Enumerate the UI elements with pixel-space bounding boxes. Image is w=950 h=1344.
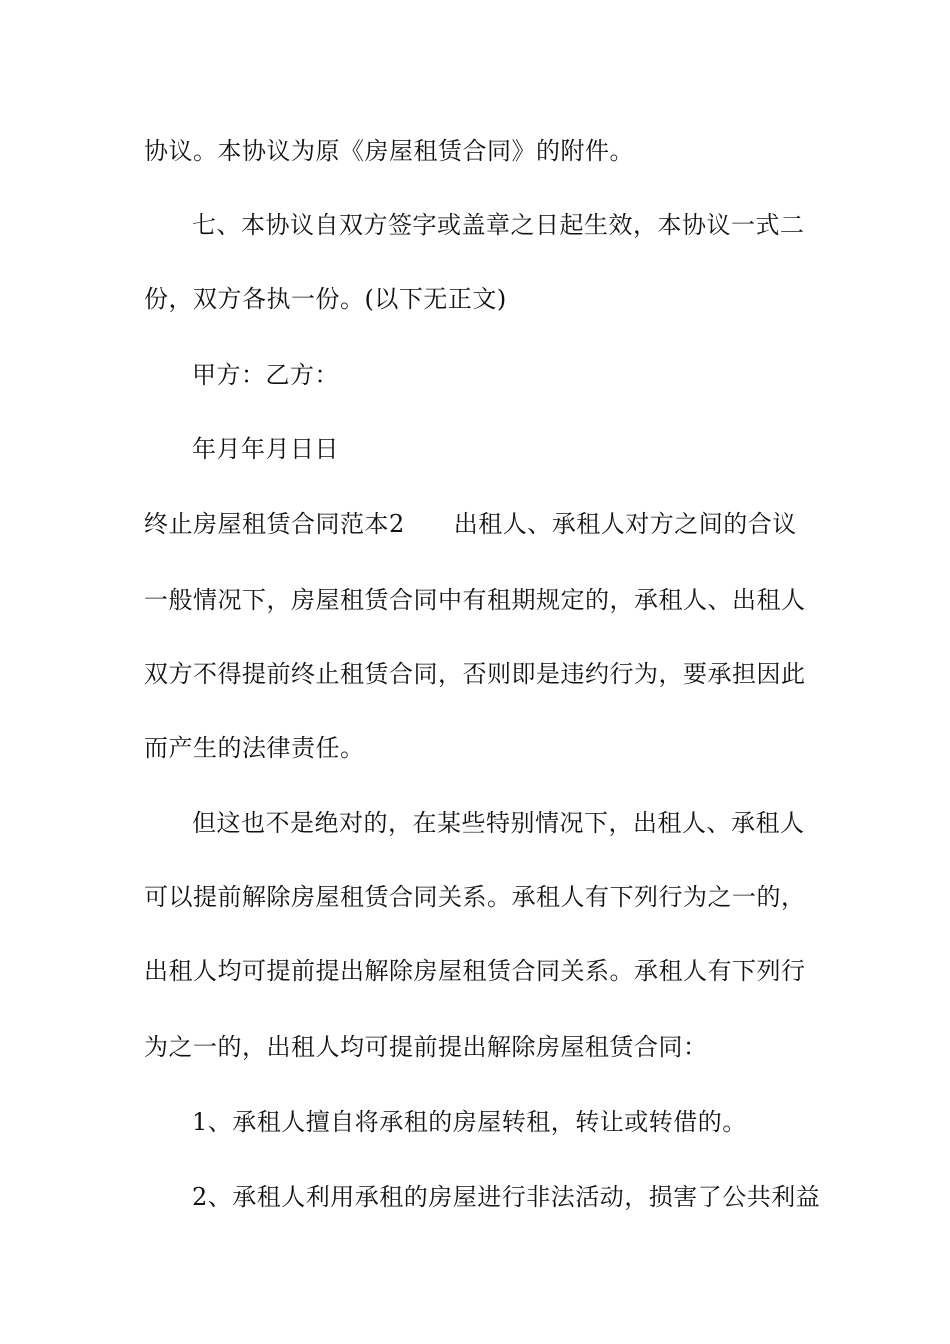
text-line: 可以提前解除房屋租赁合同关系。承租人有下列行为之一的， [144,883,806,911]
text-line: 一般情况下，房屋租赁合同中有租期规定的，承租人、出租人 [144,586,806,614]
text-line: 七、本协议自双方签字或盖章之日起生效，本协议一式二 [192,211,805,239]
signature-line: 甲方：乙方： [192,361,339,389]
text-line: 协议。本协议为原《房屋租赁合同》的附件。 [144,137,634,165]
text-line: 为之一的，出租人均可提前提出解除房屋租赁合同： [144,1033,708,1061]
section-heading: 终止房屋租赁合同范本2 出租人、承租人对方之间的合议 [144,510,797,538]
text-line: 但这也不是绝对的，在某些特别情况下，出租人、承租人 [192,809,805,837]
text-line: 双方不得提前终止租赁合同，否则即是违约行为，要承担因此 [144,660,806,688]
text-line: 出租人均可提前提出解除房屋租赁合同关系。承租人有下列行 [144,957,806,985]
date-line: 年月年月日日 [192,435,339,463]
text-line: 而产生的法律责任。 [144,734,365,762]
list-item: 2、承租人利用承租的房屋进行非法活动，损害了公共利益 [192,1183,821,1211]
text-line: 份，双方各执一份。(以下无正文) [144,285,507,313]
list-item: 1、承租人擅自将承租的房屋转租，转让或转借的。 [192,1108,747,1136]
